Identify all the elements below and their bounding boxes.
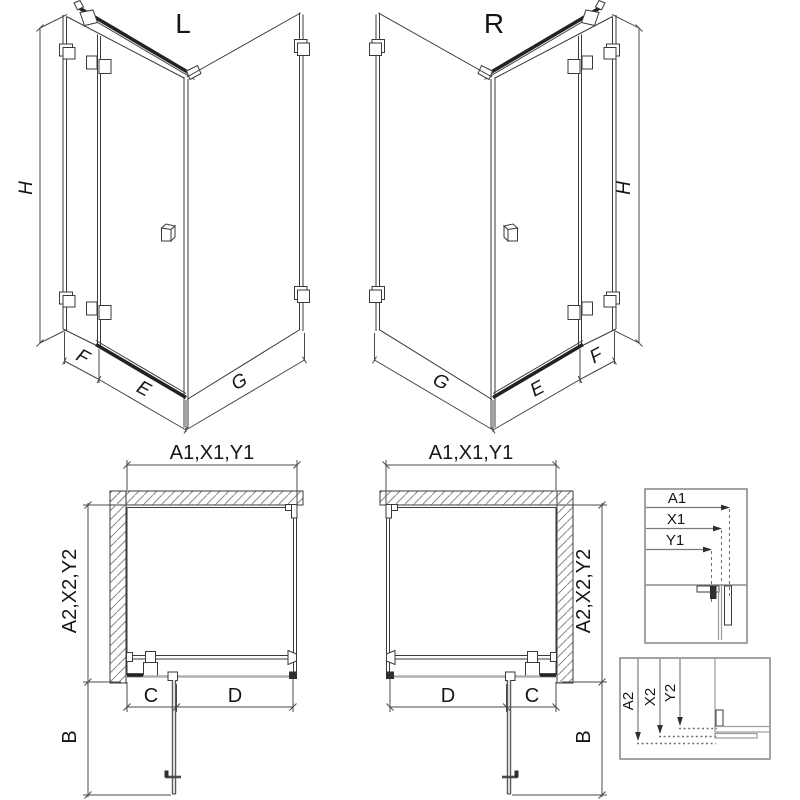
detail-depth-label-x2: X2 bbox=[642, 687, 659, 707]
fixed-panel-label-right: F bbox=[586, 344, 607, 369]
plan-left-drawing bbox=[83, 460, 303, 799]
wall-hatch-back-left bbox=[110, 491, 303, 505]
door-width-label-right: E bbox=[526, 376, 548, 402]
wall-hatch-side-left bbox=[110, 491, 126, 683]
wall-hatch-side-right bbox=[557, 491, 573, 683]
plan-right-d-label: D bbox=[440, 685, 456, 707]
detail-width-label-x1: X1 bbox=[666, 511, 686, 528]
plan-right-b-label: B bbox=[573, 730, 595, 744]
plan-right-c-label: C bbox=[524, 685, 540, 707]
plan-left-width-label: A1,X1,Y1 bbox=[169, 442, 255, 464]
detail-depth-label-a2: A2 bbox=[620, 691, 637, 711]
detail-depth-label-y2: Y2 bbox=[662, 683, 679, 703]
side-panel-label-right: G bbox=[429, 369, 453, 395]
wall-hatch-back-right bbox=[380, 491, 573, 505]
variant-label-right: R bbox=[483, 8, 505, 39]
iso-right-drawing bbox=[370, 1, 643, 434]
plan-left-depth-label: A2,X2,Y2 bbox=[59, 548, 81, 634]
height-label-left: H bbox=[16, 181, 37, 195]
plan-left-c-label: C bbox=[143, 685, 159, 707]
variant-label-left: L bbox=[175, 8, 191, 39]
fixed-panel-label-left: F bbox=[72, 345, 93, 370]
detail-width-label-a1: A1 bbox=[667, 490, 687, 507]
plan-left-d-label: D bbox=[227, 685, 243, 707]
detail-box-depth bbox=[620, 658, 770, 759]
plan-left-b-label: B bbox=[59, 730, 81, 744]
plan-right-depth-label: A2,X2,Y2 bbox=[573, 548, 595, 634]
side-panel-label-left: G bbox=[227, 369, 251, 395]
height-label-right: H bbox=[614, 181, 635, 195]
detail-box-width bbox=[645, 489, 747, 643]
door-width-label-left: E bbox=[133, 376, 155, 402]
iso-left-drawing bbox=[37, 1, 310, 434]
detail-width-label-y1: Y1 bbox=[665, 532, 685, 549]
plan-right-width-label: A1,X1,Y1 bbox=[428, 442, 514, 464]
